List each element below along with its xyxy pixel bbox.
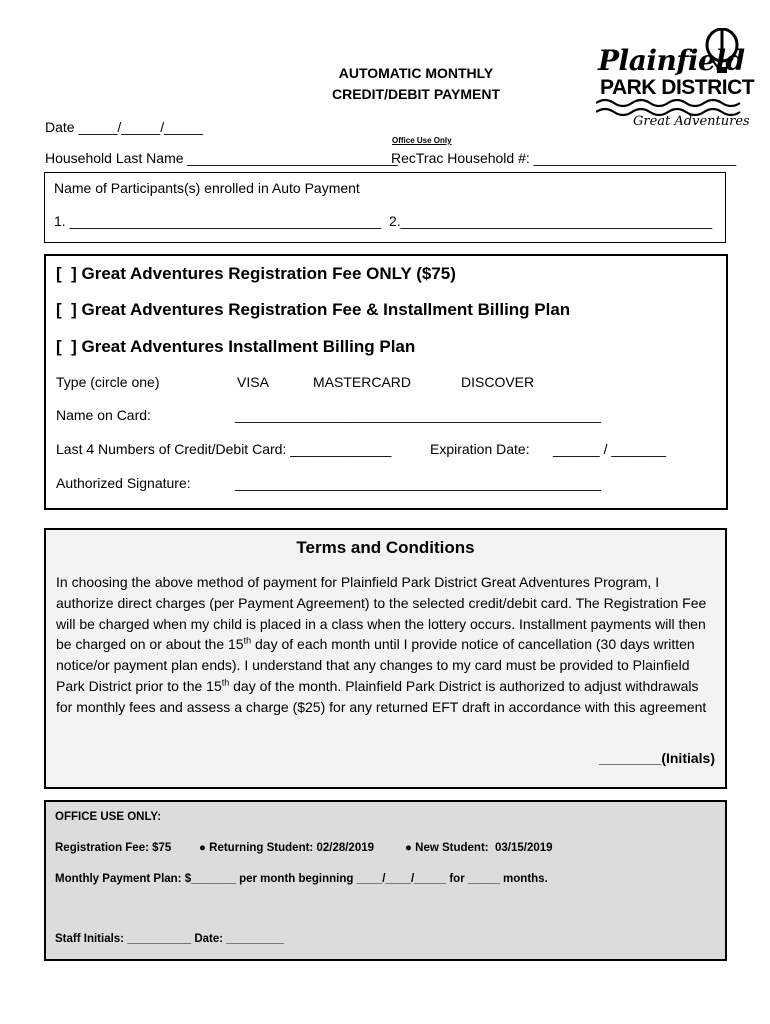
last-four-digits-field[interactable]: Last 4 Numbers of Credit/Debit Card: _____________ [56,441,392,457]
participants-heading: Name of Participants(s) enrolled in Auto Payment [54,180,360,196]
new-student-date: ● New Student: 03/15/2019 [405,842,553,854]
office-use-heading: OFFICE USE ONLY: [55,811,162,823]
payment-options-box [44,254,728,510]
authorized-signature-field[interactable]: _______________________________________________ [235,475,601,491]
participants-box [44,172,726,243]
participant-2-field[interactable]: 2.________________________________________ [389,213,713,229]
returning-student-date: ● Returning Student: 02/28/2019 [199,842,375,854]
form-title-line1: AUTOMATIC MONTHLY [338,65,494,81]
expiration-date-label: Expiration Date: [430,441,530,457]
staff-initials-date-field[interactable]: Staff Initials: __________ Date: _________ [55,933,284,945]
card-type-mastercard[interactable]: MASTERCARD [313,374,412,390]
monthly-payment-plan-field[interactable]: Monthly Payment Plan: $_______ per month beginning ____/____/_____ for _____ months. [55,873,548,885]
name-on-card-label: Name on Card: [56,407,151,423]
date-field[interactable]: Date _____/_____/_____ [45,119,204,135]
initials-field[interactable]: ________(Initials) [599,750,715,766]
terms-box [44,528,727,789]
card-type-discover[interactable]: DISCOVER [461,374,535,390]
participant-1-field[interactable]: 1. ________________________________________ [54,213,382,229]
terms-superscript-2: th [221,677,230,688]
option-registration-fee-only[interactable]: [ ] Great Adventures Registration Fee ONLY ($75) [56,264,456,283]
terms-title: Terms and Conditions [296,538,475,557]
terms-text-part2: day of each month until I provide notice of cancellation (30 days written notice/or payment plan ends). I understand that any changes to my card must be provided to Plainfield Park District prior to the 15 [56,636,695,694]
name-on-card-field[interactable]: _______________________________________________ [235,407,601,423]
terms-body [56,572,716,718]
logo-text-park-district: PARK DISTRICT [600,76,755,99]
terms-superscript-1: th [243,635,252,646]
household-last-name-field[interactable]: Household Last Name ___________________________ [45,150,398,166]
terms-text-part3: day of the month. Plainfield Park District is authorized to adjust withdrawals for monthly fees and assess a charge ($25) for any returned EFT draft in accordance with this agreement [56,677,707,715]
card-type-visa[interactable]: VISA [237,374,269,390]
terms-text-part1: In choosing the above method of payment for Plainfield Park District Great Adventures Program, I authorize direct charges (per Payment Agreement) to the selected credit/debit card. The Registration Fee will be charged when my child is placed in a class when the lottery occurs. Installment payments will then be charged on or about the 15 [56,574,707,653]
expiration-date-field[interactable]: ______ / _______ [553,441,666,457]
office-use-only-note: Office Use Only [392,136,452,145]
option-installment-plan[interactable]: [ ] Great Adventures Installment Billing Plan [56,337,416,356]
form-title-line2: CREDIT/DEBIT PAYMENT [331,86,500,102]
card-type-label: Type (circle one) [56,374,160,390]
registration-fee-info: Registration Fee: $75 [55,842,172,854]
authorized-signature-label: Authorized Signature: [56,475,191,491]
office-use-box [44,800,727,961]
logo-text-plainfield: Plainfield [598,44,745,77]
rectrac-household-field[interactable]: RecTrac Household #: __________________________ [391,150,737,166]
option-registration-and-installment[interactable]: [ ] Great Adventures Registration Fee & Installment Billing Plan [56,300,571,319]
logo-text-great-adventures: Great Adventures [633,114,750,129]
